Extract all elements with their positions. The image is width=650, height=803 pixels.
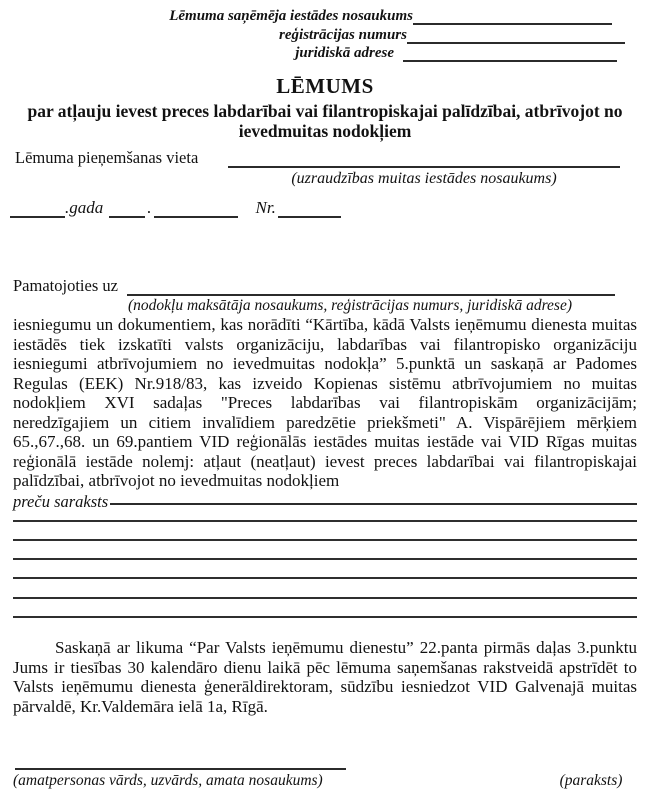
goods-list-label: preču saraksts bbox=[13, 492, 109, 511]
appeal-paragraph: Saskaņā ar likuma “Par Valsts ieņēmumu dienestu” 22.panta pirmās daļas 3.punktu Jums ir tiesības 30 kalendāro dienu laikā pēc lēmuma saņemšanas rakstveidā apstrīdēt to Valsts ieņēmumu dienesta ģenerāldirektoram, sūdzību iesniedzot VID Galvenajā muitas pārvaldē, Kr.Valdemāra ielā 1a, Rīgā. bbox=[13, 638, 637, 716]
basis-caption: (nodokļu maksātāja nosaukums, reģistrācijas numurs, juridiskā adrese) bbox=[127, 297, 573, 314]
place-label: Lēmuma pieņemšanas vieta bbox=[15, 148, 199, 167]
header-recipient-row bbox=[0, 8, 612, 25]
header-registration-row bbox=[0, 27, 625, 44]
address-blank bbox=[403, 46, 617, 62]
date-year-blank bbox=[10, 200, 65, 218]
document-subtitle-line1: par atļauju ievest preces labdarībai vai filantropiskajai palīdzībai, atbrīvojot no bbox=[27, 101, 623, 121]
header-address-row bbox=[0, 45, 617, 62]
blank-line bbox=[13, 539, 637, 541]
blank-line bbox=[13, 616, 637, 618]
basis-blank bbox=[127, 278, 615, 296]
address-label: juridiskā adrese bbox=[295, 45, 394, 61]
document-subtitle-line2: ievedmuitas nodokļiem bbox=[238, 121, 412, 141]
body-paragraph: iesniegumu un dokumentiem, kas norādīti “Kārtība, kādā Valsts ieņēmumu dienesta muitas iestādēs tiek izskatīti valsts organizāciju, labdarības vai filantropisko organizāciju iesniegumi atbrīvojumiem no ievedmuitas nodokļa” 5.punktā un saskaņā ar Padomes Regulas (EEK) Nr.918/83, kas izveido Kopienas sistēmu atbrīvojumiem no muitas nodokļiem XVI sadaļas "Preces labdarības vai filantropiskām organizācijām; neredzīgajiem un citiem invalīdiem paredzētie priekšmeti" A. Vispārējiem mērķiem 65.,67.,68. un 69.pantiem VID reģionālās iestādes muitas iestāde vai VID Rīgas muitas reģionālā iestāde nolemj: atļaut (neatļaut) ievest preces labdarībai vai filantropiskajai palīdzībai, atbrīvojot no ievedmuitas nodokļiem bbox=[13, 315, 637, 490]
blank-line bbox=[13, 577, 637, 579]
registration-blank bbox=[407, 28, 625, 44]
recipient-label: Lēmuma saņēmēja iestādes nosaukums bbox=[169, 8, 413, 24]
official-caption: (amatpersonas vārds, uzvārds, amata nosaukums) bbox=[13, 772, 323, 789]
registration-label: reģistrācijas numurs bbox=[279, 27, 407, 43]
blank-line bbox=[13, 520, 637, 522]
date-dot: . bbox=[147, 198, 152, 217]
blank-line bbox=[13, 597, 637, 599]
date-row bbox=[10, 198, 341, 218]
date-month-blank bbox=[154, 200, 238, 218]
goods-list-blank bbox=[110, 487, 637, 505]
recipient-blank bbox=[413, 9, 612, 25]
nr-label: Nr. bbox=[255, 198, 276, 217]
place-blank bbox=[228, 150, 620, 168]
nr-blank bbox=[278, 200, 341, 218]
date-day-blank bbox=[109, 200, 145, 218]
gada-label: .gada bbox=[65, 198, 104, 217]
place-caption: (uzraudzības muitas iestādes nosaukums) bbox=[291, 170, 557, 187]
blank-line bbox=[13, 558, 637, 560]
signature-caption: (paraksts) bbox=[559, 772, 623, 789]
basis-label: Pamatojoties uz bbox=[13, 276, 118, 295]
document-title: LĒMUMS bbox=[276, 74, 374, 98]
signature-blank bbox=[15, 752, 346, 770]
